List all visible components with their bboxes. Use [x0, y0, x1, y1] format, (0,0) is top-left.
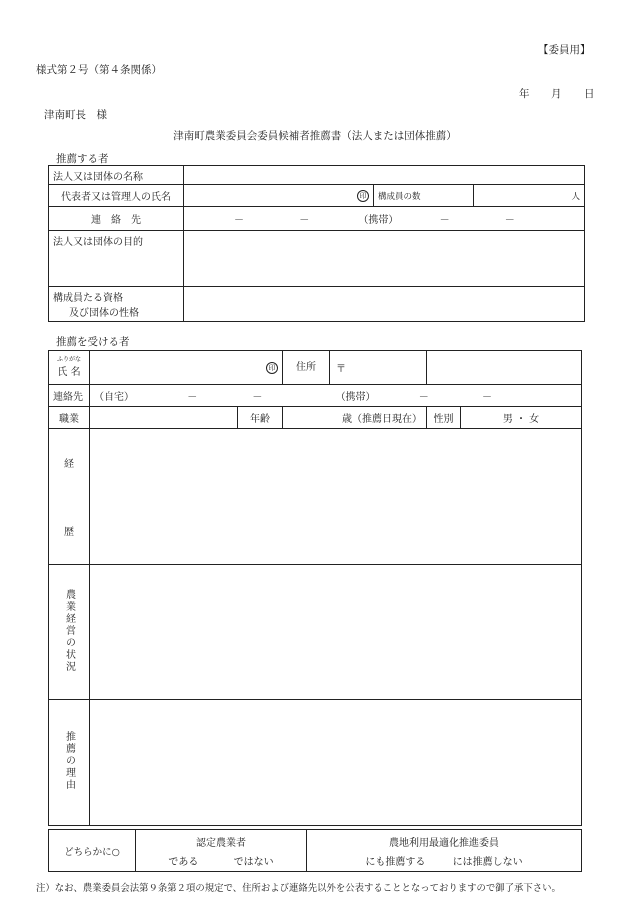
certified-yes-option[interactable]: である [168, 856, 199, 868]
contact-field[interactable] [184, 207, 585, 231]
choose-label: どちらかに○ [49, 830, 136, 872]
recommender-section-label: 推薦する者 [56, 153, 109, 165]
qualification-label [49, 287, 184, 322]
reason-label-cell [49, 700, 90, 826]
dash: － [252, 392, 263, 403]
career-label-char: 経 [64, 459, 74, 471]
org-name-label: 法人又は団体の名称 [49, 166, 184, 185]
candidate-table [48, 350, 582, 826]
committee-use-label: 【委員用】 [538, 44, 591, 56]
candidate-contact-label: 連絡先 [49, 385, 90, 407]
home-label: （自宅） [94, 392, 134, 403]
age-label: 年齢 [238, 407, 283, 429]
candidate-contact-field[interactable] [90, 385, 582, 407]
choice-table [48, 829, 582, 872]
name-label: 氏 名 [57, 367, 81, 378]
seal-icon: 印 [266, 362, 278, 374]
reason-label: 推薦の理由 [63, 731, 75, 791]
optimization-cell [307, 830, 582, 872]
gender-field[interactable]: 男 ・ 女 [461, 407, 582, 429]
document-title: 津南町農業委員会委員候補者推薦書（法人または団体推薦） [173, 130, 457, 142]
dash: － [504, 215, 515, 226]
member-count-label: 構成員の数 [374, 185, 474, 207]
postal-mark-icon: 〒 [336, 364, 346, 375]
farm-status-label: 農業経営の状況 [63, 588, 75, 673]
certified-farmer-cell [136, 830, 307, 872]
certified-farmer-label: 認定農業者 [196, 837, 246, 849]
dash: － [418, 392, 429, 403]
date-day-label: 日 [584, 88, 595, 100]
gender-label: 性別 [427, 407, 461, 429]
career-field[interactable] [90, 429, 582, 565]
footer-note: 注）なお、農業委員会法第９条第２項の規定で、住所および連絡先以外を公表することとなっておりますので御了承下さい。 [36, 883, 561, 894]
org-name-field[interactable] [184, 166, 585, 185]
member-count-unit: 人 [474, 185, 585, 207]
seal-icon: 印 [357, 190, 369, 202]
optimization-no-option[interactable]: には推薦しない [452, 856, 523, 868]
dash: － [439, 215, 450, 226]
candidate-name-field[interactable] [90, 351, 283, 385]
optimization-label: 農地利用最適化推進委員 [389, 837, 499, 849]
date-month-label: 月 [551, 88, 562, 100]
address-label: 住所 [283, 351, 330, 384]
age-field[interactable]: 歳（推薦日現在） [283, 407, 427, 429]
candidate-section-label: 推薦を受ける者 [56, 336, 130, 348]
purpose-field[interactable] [184, 231, 585, 287]
mobile-label: （携帯） [335, 392, 376, 403]
qualification-label-line2: 及び団体の性格 [69, 308, 139, 319]
farm-status-label-cell [49, 565, 90, 700]
qualification-field[interactable] [184, 287, 585, 322]
dash: － [187, 392, 198, 403]
career-label-char: 歴 [64, 526, 74, 538]
occupation-label: 職業 [49, 407, 90, 429]
career-label [49, 429, 90, 565]
optimization-yes-option[interactable]: にも推薦する [365, 856, 426, 868]
contact-label: 連 絡 先 [49, 207, 184, 231]
reason-field[interactable] [90, 700, 582, 826]
certified-no-option[interactable]: ではない [233, 856, 274, 868]
dash: － [234, 215, 244, 226]
purpose-label: 法人又は団体の目的 [49, 231, 184, 287]
occupation-field[interactable] [90, 407, 238, 429]
recommender-table [48, 165, 585, 322]
dash: － [299, 215, 310, 226]
address-field[interactable] [427, 351, 582, 385]
addressee: 津南町長 様 [44, 109, 107, 121]
furigana-label: ふりがな [56, 356, 81, 363]
qualification-label-line1: 構成員たる資格 [53, 293, 123, 304]
dash: － [481, 392, 492, 403]
date-year-label: 年 [519, 88, 530, 100]
rep-name-label: 代表者又は管理人の氏名 [49, 185, 184, 207]
name-label-cell [49, 351, 90, 385]
form-number: 様式第２号（第４条関係） [36, 64, 162, 76]
address-area [283, 351, 427, 385]
mobile-label: （携帯） [358, 215, 399, 226]
rep-name-field[interactable] [184, 185, 374, 207]
farm-status-field[interactable] [90, 565, 582, 700]
